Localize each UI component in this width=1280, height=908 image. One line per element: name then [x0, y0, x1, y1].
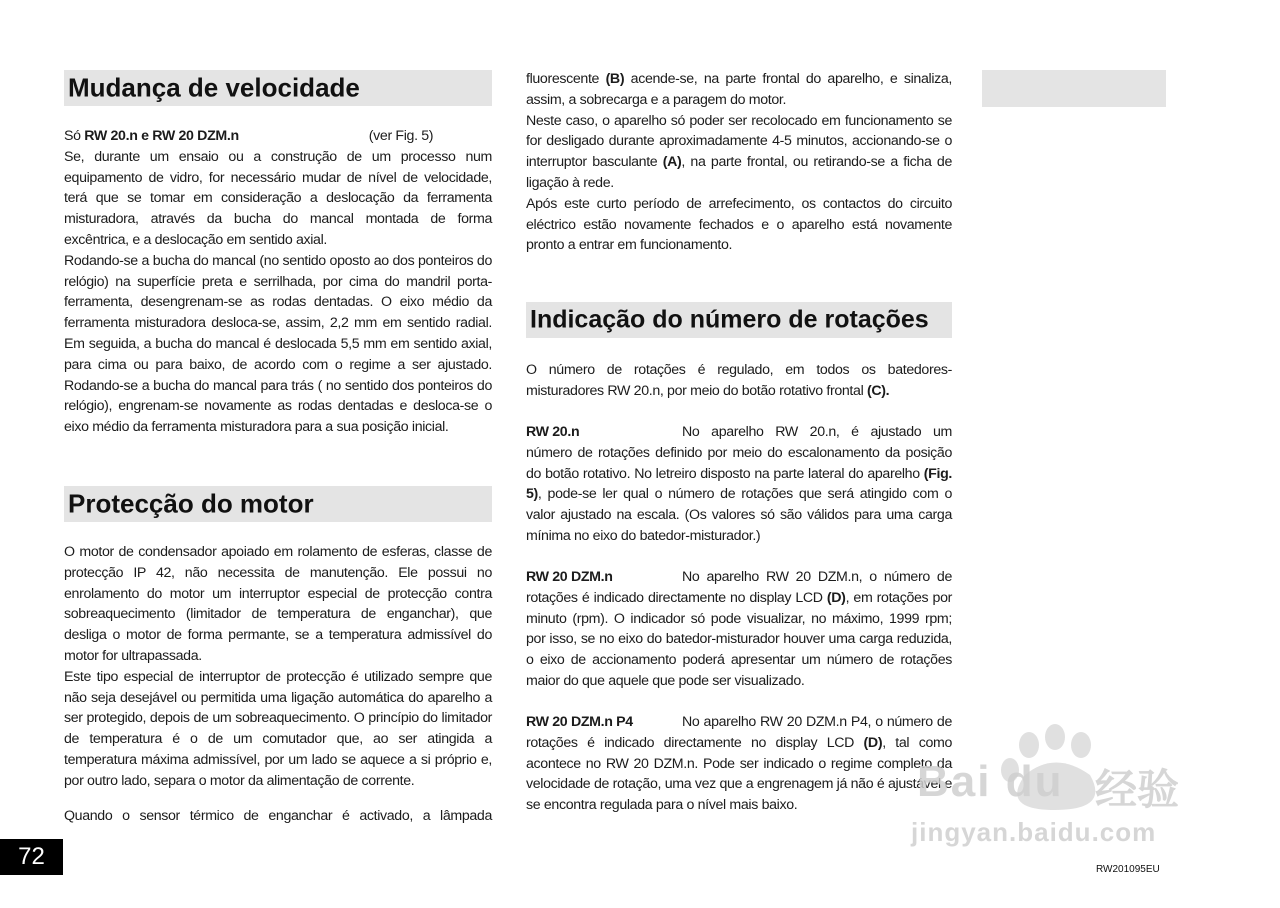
- model-rw20dzmn: [526, 567, 952, 692]
- text: fluorescente: [526, 71, 606, 87]
- speed-paragraph-1: Se, durante um ensaio ou a construção de um processo num equipamento de vidro, for necessário mudar de nível de velocidade, terá que se tomar em consideração a deslocação da ferramenta misturadora, através da bucha do mancal montada de forma excêntrica, e a deslocação em sentido axial.: [64, 148, 492, 248]
- motor-continued: [526, 69, 952, 256]
- section-heading-motor-protection: [64, 486, 492, 522]
- model-rw20dzmn-p4: [526, 712, 952, 816]
- text: Neste caso, o aparelho só poder ser recolocado em funcionamento se for desligado durante aproximadamente 4-5 minutos, accionando-se o interruptor basculante: [526, 112, 952, 171]
- text: No aparelho RW 20.n, é ajustado um número de rotações definido por meio do escalonamento da posição do botão rotativo. No letreiro disposto na parte lateral do aparelho: [526, 424, 952, 482]
- motor-continued-paragraph-1: [526, 69, 952, 111]
- intro-models: RW 20.n e RW 20 DZM.n: [84, 128, 239, 144]
- heading-text: Protecção do motor: [68, 488, 314, 519]
- text: O número de rotações é regulado, em todos os batedores-misturadores RW 20.n, por meio do botão rotativo frontal: [526, 362, 952, 399]
- text: No aparelho RW 20 DZM.n P4, o número de rotações é indicado directamente no display LCD: [526, 714, 952, 751]
- watermark-cn: 经验: [1095, 765, 1180, 814]
- knob-ref-C: (C).: [866, 382, 890, 399]
- speed-paragraph-2: Rodando-se a bucha do mancal (no sentido oposto ao dos ponteiros do relógio) na superfície preta e serrilhada, por cima do mandril porta-ferramenta, desengrenam-se as rodas dentadas. O eixo médio da ferramenta misturadora desloca-se, assim, 2,2 mm em sentido radial. Em seguida, a bucha do mancal é deslocada 5,5 mm em sentido axial, para cima ou para baixo, de acordo com o regime a ser ajustado. Rodando-se a bucha do mancal para trás ( no sentido dos ponteiros do relógio), engrenam-se novamente as rodas dentadas e desloca-se o eixo médio da ferramenta misturadora para a sua posição inicial.: [64, 252, 492, 436]
- intro-fig-ref: (ver Fig. 5): [368, 128, 434, 144]
- motor-text: [64, 542, 492, 792]
- section-heading-speed-change: [64, 70, 492, 106]
- fig-ref: (Fig. 5): [526, 465, 952, 503]
- section-heading-rotation-display: [526, 302, 952, 338]
- motor-paragraph-3: Quando o sensor térmico de enganchar é activado, a lâmpada: [64, 808, 492, 824]
- baidu-watermark: [905, 715, 1205, 865]
- lamp-ref-B: (B): [605, 71, 625, 87]
- header-bar-right: [982, 70, 1166, 107]
- switch-ref-A: (A): [662, 154, 682, 171]
- document-code: RW201095EU: [1096, 864, 1160, 875]
- model-label-rw20dzmn: RW 20 DZM.n: [526, 569, 613, 585]
- heading-text: Indicação do número de rotações: [530, 305, 929, 334]
- motor-continued-paragraph-2: [526, 111, 952, 194]
- speed-intro: [64, 126, 492, 438]
- text: acende-se, na parte frontal do aparelho, e sinaliza, assim, a sobrecarga e a paragem do motor.: [526, 71, 952, 108]
- text: , na parte frontal, ou retirando-se a ficha de ligação à rede.: [526, 154, 952, 191]
- motor-paragraph-2: Este tipo especial de interruptor de protecção é utilizado sempre que não seja desejável ou permitida uma ligação automática do aparelho a ser protegido, depois de um sobreaquecimento. O princípio do limitador de temperatura é o de um comutador que, ao ser atingida a temperatura máxima admissível, por um lado se aquece a si próprio e, por outro lado, separa o motor da alimentação de corrente.: [64, 668, 492, 789]
- text: No aparelho RW 20 DZM.n, o número de rotações é indicado directamente no display LCD: [526, 569, 952, 606]
- text: , em rotações por minuto (rpm). O indicador só pode visualizar, no máximo, 1999 rpm; por isso, se no eixo do batedor-misturador houver uma carga reduzida, o eixo de accionamento poderá apresentar um número de rotações maior do que aquele que pode ser visualizado.: [526, 589, 952, 689]
- intro-prefix: Só: [64, 128, 85, 144]
- model-label-rw20n: RW 20.n: [526, 424, 580, 440]
- watermark-brand: Bai du: [917, 757, 1064, 806]
- motor-paragraph-1: O motor de condensador apoiado em rolamento de esferas, classe de protecção IP 42, não necessita de manutenção. Ele possui no enrolamento do motor um interruptor especial de protecção contra sobreaquecimento (limitador de temperatura de enganchar), que desliga o motor de forma permante, se a temperatura admissível do motor for ultrapassada.: [64, 544, 492, 664]
- motor-continued-paragraph-3: Após este curto período de arrefecimento, os contactos do circuito eléctrico estão novamente fechados e o aparelho está novamente pronto a entrar em funcionamento.: [526, 195, 952, 254]
- motor-text-continued: [64, 806, 492, 827]
- page-number: 72: [0, 839, 63, 875]
- heading-text: Mudança de velocidade: [68, 72, 360, 103]
- display-ref-D: (D): [826, 589, 846, 606]
- rotation-intro: [526, 360, 952, 402]
- model-label-rw20dzmn-p4: RW 20 DZM.n P4: [526, 714, 633, 730]
- watermark-url: jingyan.baidu.com: [911, 817, 1157, 847]
- text: , pode-se ler qual o número de rotações que será atingido com o valor ajustado na escala. (Os valores só são válidos para uma carga mínima no eixo do batedor-misturador.): [526, 486, 952, 544]
- display-ref-D: (D): [863, 734, 883, 751]
- text: , tal como acontece no RW 20 DZM.n. Pode ser indicado o regime completo da velocidade de rotação, uma vez que a engrenagem já não é ajustável e se encontra regulada para o nível mais baixo.: [526, 734, 952, 814]
- model-rw20n: [526, 422, 952, 547]
